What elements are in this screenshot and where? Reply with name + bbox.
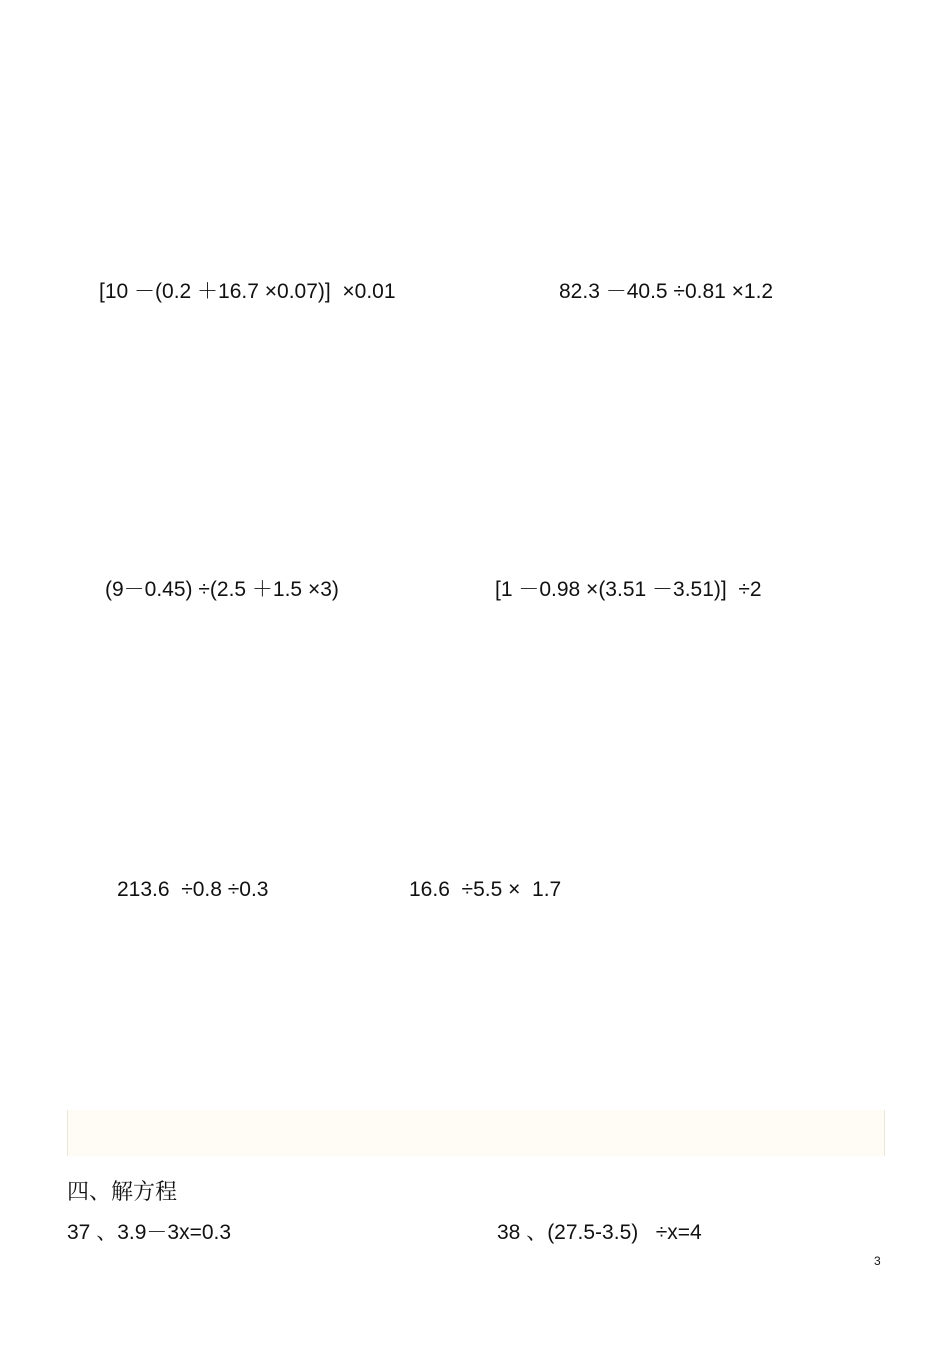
expression-row2-left: (9－0.45) ÷(2.5 ＋1.5 ×3) [105, 578, 339, 601]
expression-row3-left: 213.6 ÷0.8 ÷0.3 [117, 878, 269, 901]
equation-37: 37 、3.9－3x=0.3 [67, 1221, 232, 1244]
expression-row2-right: [1 －0.98 ×(3.51 －3.51)] ÷2 [495, 578, 762, 601]
section-heading: 四、解方程 [67, 1180, 178, 1205]
page-number: 3 [874, 1254, 881, 1268]
section-divider-band [67, 1110, 885, 1156]
equation-38: 38 、(27.5-3.5) ÷x=4 [497, 1221, 702, 1244]
expression-row1-right: 82.3 －40.5 ÷0.81 ×1.2 [559, 280, 774, 303]
expression-row3-right: 16.6 ÷5.5 × 1.7 [409, 878, 562, 901]
expression-row1-left: [10 －(0.2 ＋16.7 ×0.07)] ×0.01 [99, 280, 396, 303]
